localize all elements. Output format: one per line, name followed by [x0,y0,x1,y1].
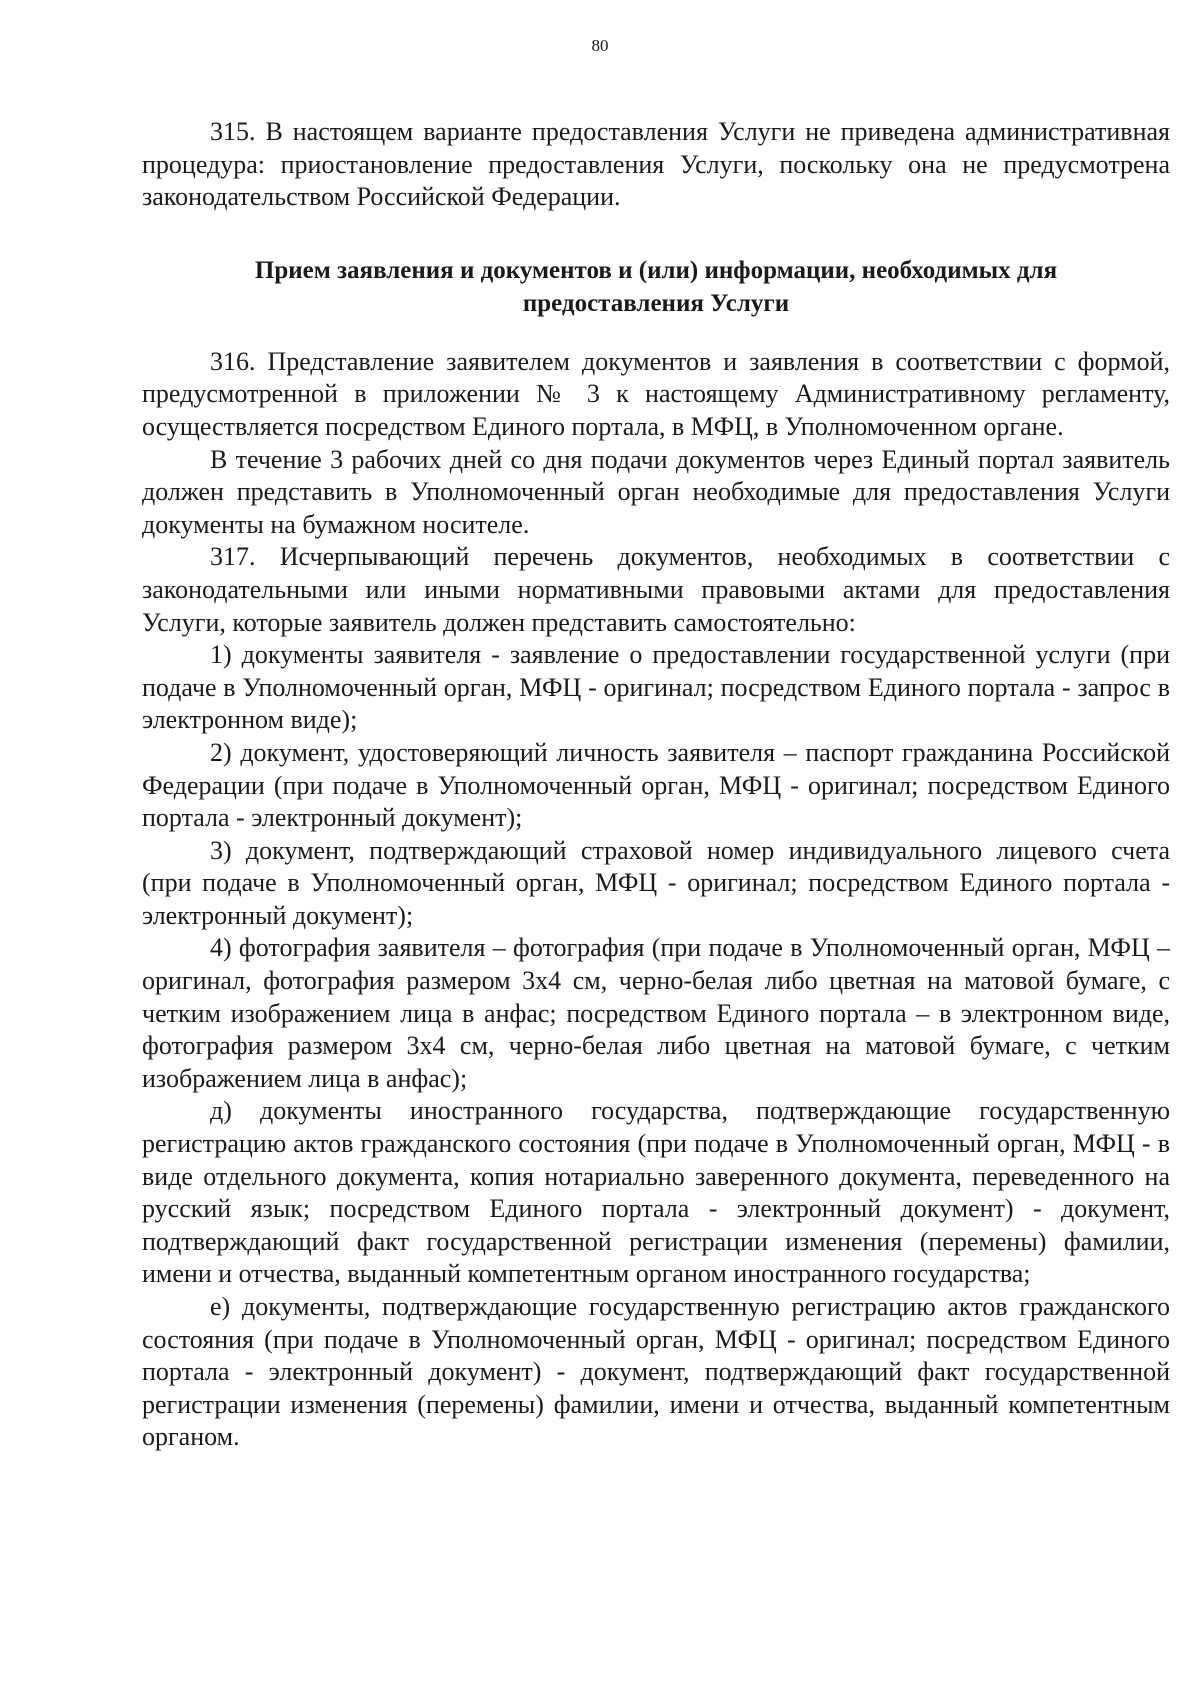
list-item-3: 3) документ, подтверждающий страховой номер индивидуального лицевого счета (при подаче в Уполномоченный орган, МФЦ - оригинал; посредством Единого портала - электронный документ); [142,835,1170,930]
list-item-4: 4) фотография заявителя – фотография (при подаче в Уполномоченный орган, МФЦ – оригинал, фотография размером 3х4 см, черно-белая либо цветная на матовой бумаге, с четким изображением лица в анфас; посредством Единого портала – в электронном виде, фотография размером 3х4 см, черно-белая либо цветная на матовой бумаге, с четким изображением лица в анфас); [142,933,1170,1093]
section-heading-line-1: Прием заявления и документов и (или) информации, необходимых для [254,256,1058,284]
list-item-1: 1) документы заявителя - заявление о предоставлении государственной услуги (при подаче в Уполномоченный орган, МФЦ - оригинал; посредством Единого портала - запрос в электронном виде); [142,640,1170,735]
paragraph-315: 315. В настоящем варианте предоставления Услуги не приведена административная процедура: приостановление предоставления Услуги, поскольку она не предусмотрена законодательством Российской Федерации. [142,117,1170,212]
paragraph-317: 317. Исчерпывающий перечень документов, необходимых в соответствии с законодательными или иными нормативными правовыми актами для предоставления Услуги, которые заявитель должен представить самостоятельно: [142,542,1170,637]
list-item-d: д) документы иностранного государства, подтверждающие государственную регистрацию актов гражданского состояния (при подаче в Уполномоченный орган, МФЦ - в виде отдельного документа, копия нотариально заверенного документа, переведенного на русский язык; посредством Единого портала - электронный документ) - документ, подтверждающий факт государственной регистрации изменения (перемены) фамилии, имени и отчества, выданный компетентным органом иностранного государства; [142,1096,1170,1289]
paragraph-submission-deadline: В течение 3 рабочих дней со дня подачи документов через Единый портал заявитель должен представить в Уполномоченный орган необходимые для предоставления Услуги документы на бумажном носителе. [142,444,1170,539]
list-item-e: е) документы, подтверждающие государственную регистрацию актов гражданского состояния (при подаче в Уполномоченный орган, МФЦ - оригинал; посредством Единого портала - электронный документ) - документ, подтверждающий факт государственной регистрации изменения (перемены) фамилии, имени и отчества, выданный компетентным органом. [142,1292,1170,1452]
section-heading-line-2: предоставления Услуги [522,289,790,317]
paragraph-316: 316. Представление заявителем документов и заявления в соответствии с формой, предусмотренной в приложении № 3 к настоящему Административному регламенту, осуществляется посредством Единого портала, в МФЦ, в Уполномоченном органе. [142,346,1170,441]
section-heading [182,254,1130,320]
list-item-2: 2) документ, удостоверяющий личность заявителя – паспорт гражданина Российской Федерации (при подаче в Уполномоченный орган, МФЦ - оригинал; посредством Единого портала - электронный документ); [142,737,1170,833]
page-content [142,116,1170,1454]
page-number: 80 [591,36,609,55]
